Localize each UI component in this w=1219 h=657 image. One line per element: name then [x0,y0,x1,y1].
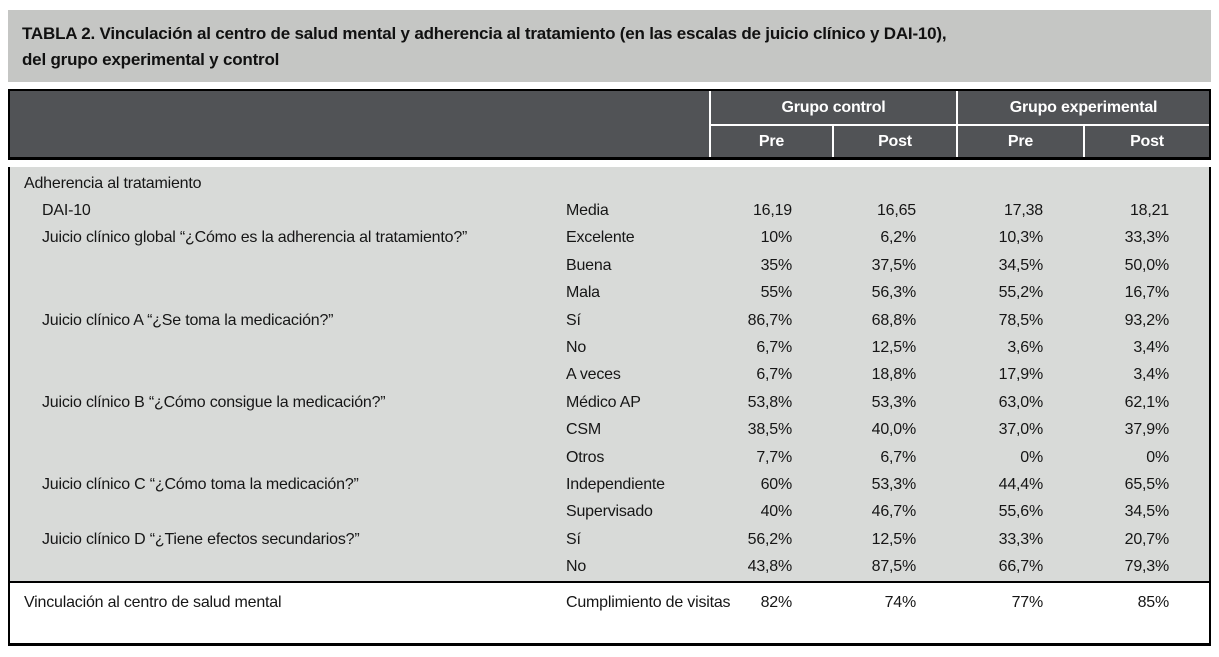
cell-value: 17,9% [998,366,1043,384]
cell-value: 6,2% [880,229,916,247]
row-category: Cumplimiento de visitas [566,593,731,611]
row-category: Médico AP [566,393,641,411]
row-label: Juicio clínico B “¿Cómo consigue la medicación?” [42,393,386,411]
cell-value: 62,1% [1124,393,1169,411]
row-category: No [566,558,587,576]
cell-value: 55,2% [998,284,1043,302]
cell-value: 86,7% [747,311,792,329]
table-footer-row [8,581,1211,646]
cell-value: 40% [760,503,792,521]
table-row [10,471,1209,498]
cell-value: 53,3% [871,393,916,411]
cell-value: 6,7% [756,366,792,384]
table-row [10,553,1209,580]
table-row [10,444,1209,471]
cell-value: 12,5% [871,339,916,357]
row-label: Vinculación al centro de salud mental [24,593,282,611]
cell-value: 3,6% [1007,339,1043,357]
row-category: Media [566,202,609,220]
cell-value: 12,5% [871,530,916,548]
cell-value: 77% [1011,593,1043,611]
table-header [8,89,1211,160]
table-body [8,167,1211,581]
cell-value: 6,7% [880,448,916,466]
table-row [10,362,1209,389]
header-empty-cell [10,91,709,157]
table-row [10,526,1209,553]
cell-value: 33,3% [1124,229,1169,247]
cell-value: 16,19 [752,202,792,220]
cell-value: 53,3% [871,475,916,493]
row-category: Supervisado [566,503,653,521]
table-row [10,280,1209,307]
cell-value: 53,8% [747,393,792,411]
row-label: Adherencia al tratamiento [24,174,202,192]
table-row [10,417,1209,444]
row-category: Buena [566,256,612,274]
table-row [10,499,1209,526]
cell-value: 93,2% [1124,311,1169,329]
cell-value: 10,3% [998,229,1043,247]
row-category: Excelente [566,229,635,247]
cell-value: 82% [760,593,792,611]
row-label: Juicio clínico C “¿Cómo toma la medicación?” [42,475,359,493]
table-row [10,197,1209,224]
table-title-line1: TABLA 2. Vinculación al centro de salud mental y adherencia al tratamiento (en las escalas de juicio clínico y DAI-10), [22,24,947,43]
table-row [10,170,1209,197]
row-category: CSM [566,421,601,439]
cell-value: 55% [760,284,792,302]
cell-value: 37,0% [998,421,1043,439]
table-row [10,252,1209,279]
row-label: Juicio clínico D “¿Tiene efectos secundarios?” [42,530,360,548]
table-row [10,307,1209,334]
cell-value: 50,0% [1124,256,1169,274]
cell-value: 0% [1020,448,1043,466]
row-category: Otros [566,448,605,466]
cell-value: 16,7% [1124,284,1169,302]
header-grupo-control: Grupo control [709,91,956,124]
cell-value: 33,3% [998,530,1043,548]
cell-value: 3,4% [1133,366,1169,384]
cell-value: 85% [1137,593,1169,611]
cell-value: 17,38 [1003,202,1043,220]
row-label: Juicio clínico A “¿Se toma la medicación?” [42,311,334,329]
cell-value: 37,9% [1124,421,1169,439]
header-post-experimental: Post [1083,124,1209,157]
row-label: DAI-10 [42,202,91,220]
cell-value: 3,4% [1133,339,1169,357]
cell-value: 6,7% [756,339,792,357]
cell-value: 0% [1146,448,1169,466]
cell-value: 37,5% [871,256,916,274]
header-pre-experimental: Pre [956,124,1083,157]
header-post-control: Post [832,124,956,157]
cell-value: 18,8% [871,366,916,384]
cell-value: 65,5% [1124,475,1169,493]
cell-value: 18,21 [1129,202,1169,220]
row-category: Independiente [566,475,665,493]
cell-value: 16,65 [876,202,916,220]
row-category: Sí [566,530,581,548]
table-title-line2: del grupo experimental y control [22,50,280,69]
row-category: A veces [566,366,621,384]
cell-value: 43,8% [747,558,792,576]
cell-value: 7,7% [756,448,792,466]
cell-value: 68,8% [871,311,916,329]
table-row [10,334,1209,361]
cell-value: 63,0% [998,393,1043,411]
cell-value: 35% [760,256,792,274]
cell-value: 56,3% [871,284,916,302]
header-pre-control: Pre [709,124,832,157]
table-row [10,225,1209,252]
cell-value: 44,4% [998,475,1043,493]
cell-value: 38,5% [747,421,792,439]
cell-value: 34,5% [998,256,1043,274]
cell-value: 60% [760,475,792,493]
cell-value: 40,0% [871,421,916,439]
cell-value: 10% [760,229,792,247]
row-label: Juicio clínico global “¿Cómo es la adherencia al tratamiento?” [42,229,468,247]
cell-value: 20,7% [1124,530,1169,548]
cell-value: 66,7% [998,558,1043,576]
cell-value: 78,5% [998,311,1043,329]
cell-value: 79,3% [1124,558,1169,576]
cell-value: 34,5% [1124,503,1169,521]
cell-value: 46,7% [871,503,916,521]
header-grupo-experimental: Grupo experimental [956,91,1209,124]
cell-value: 87,5% [871,558,916,576]
table-row [10,389,1209,416]
row-category: No [566,339,587,357]
row-category: Sí [566,311,581,329]
cell-value: 74% [884,593,916,611]
table-title [8,10,1211,82]
cell-value: 55,6% [998,503,1043,521]
row-category: Mala [566,284,600,302]
cell-value: 56,2% [747,530,792,548]
